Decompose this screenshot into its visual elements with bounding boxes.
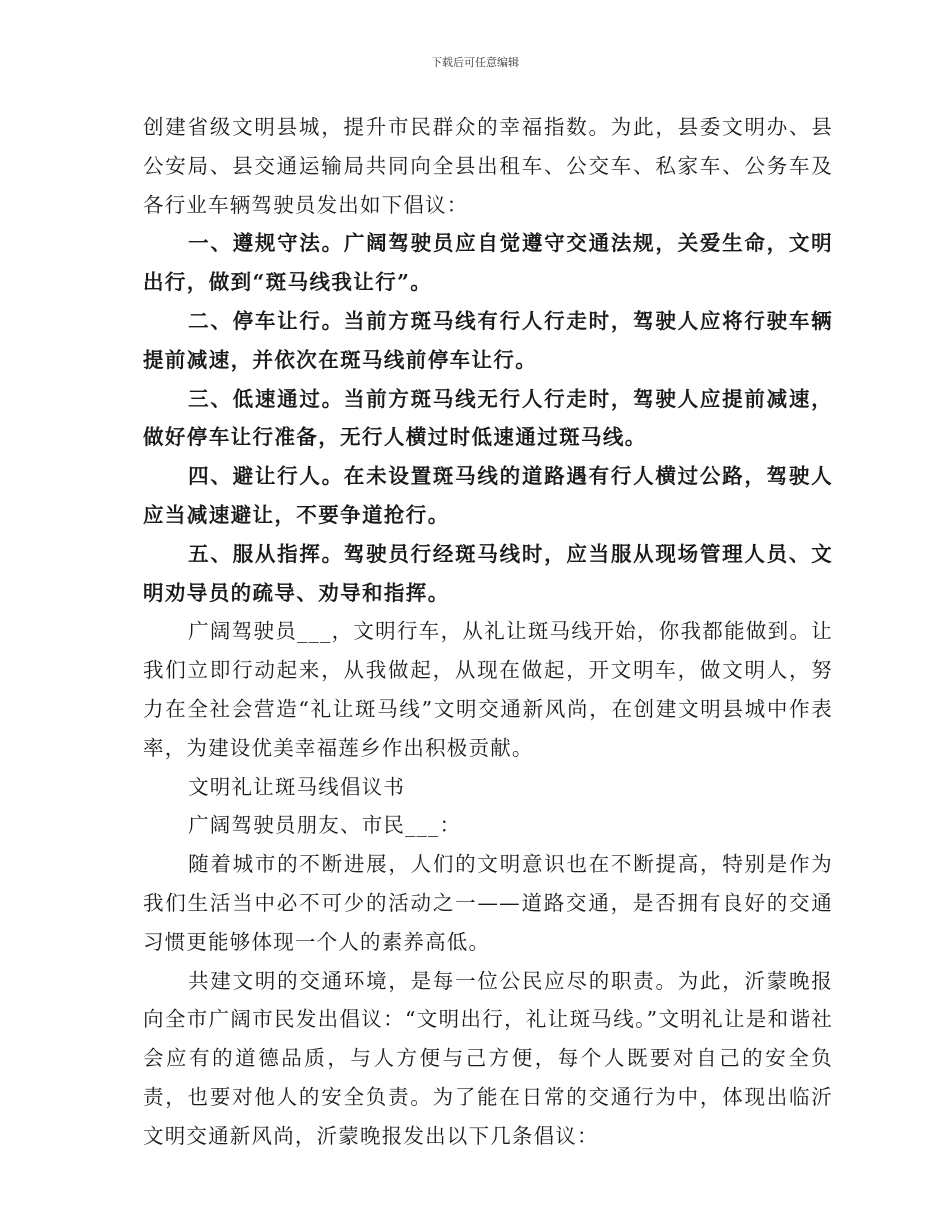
page-header: 下载后可任意编辑 bbox=[431, 56, 519, 69]
paragraph-closing: 广阔驾驶员___，文明行车，从礼让斑马线开始，你我都能做到。让我们立即行动起来，从我做起，从现在做起，开文明车，做文明人，努力在全社会营造“礼让斑马线”文明交通新风尚，在创建文明县城中作表率，为建设优美幸福莲乡作出积极贡献。 bbox=[143, 619, 833, 760]
paragraph-item-3: 三、低速通过。当前方斑马线无行人行走时，驾驶人应提前减速，做好停车让行准备，无行人横过时低速通过斑马线。 bbox=[143, 386, 833, 450]
paragraph-body-1: 随着城市的不断进展，人们的文明意识也在不断提高，特别是作为我们生活当中必不可少的活动之一——道路交通，是否拥有良好的交通习惯更能够体现一个人的素养高低。 bbox=[143, 852, 833, 954]
paragraph-intro: 创建省级文明县城，提升市民群众的幸福指数。为此，县委文明办、县公安局、县交通运输局共同向全县出租车、公交车、私家车、公务车及各行业车辆驾驶员发出如下倡议： bbox=[143, 115, 833, 217]
paragraph-item-4: 四、避让行人。在未设置斑马线的道路遇有行人横过公路，驾驶人应当减速避让，不要争道抢行。 bbox=[143, 464, 833, 527]
paragraph-body-2: 共建文明的交通环境，是每一位公民应尽的职责。为此，沂蒙晚报向全市广阔市民发出倡议：“文明出行，礼让斑马线。”文明礼让是和谐社会应有的道德品质，与人方便与己方便，每个人既要对自己的安全负责，也要对他人的安全负责。为了能在日常的交通行为中，体现出临沂文明交通新风尚，沂蒙晚报发出以下几条倡议： bbox=[143, 968, 833, 1148]
paragraph-item-2: 二、停车让行。当前方斑马线有行人行走时，驾驶人应将行驶车辆提前减速，并依次在斑马线前停车让行。 bbox=[143, 308, 833, 372]
paragraph-item-5: 五、服从指挥。驾驶员行经斑马线时，应当服从现场管理人员、文明劝导员的疏导、劝导和指挥。 bbox=[143, 541, 833, 605]
salutation: 广阔驾驶员朋友、市民___： bbox=[188, 813, 462, 838]
document-body bbox=[143, 108, 833, 1156]
section-title: 文明礼让斑马线倡议书 bbox=[188, 774, 406, 799]
paragraph-item-1: 一、遵规守法。广阔驾驶员应自觉遵守交通法规，关爱生命，文明出行，做到“斑马线我让行”。 bbox=[143, 231, 833, 295]
